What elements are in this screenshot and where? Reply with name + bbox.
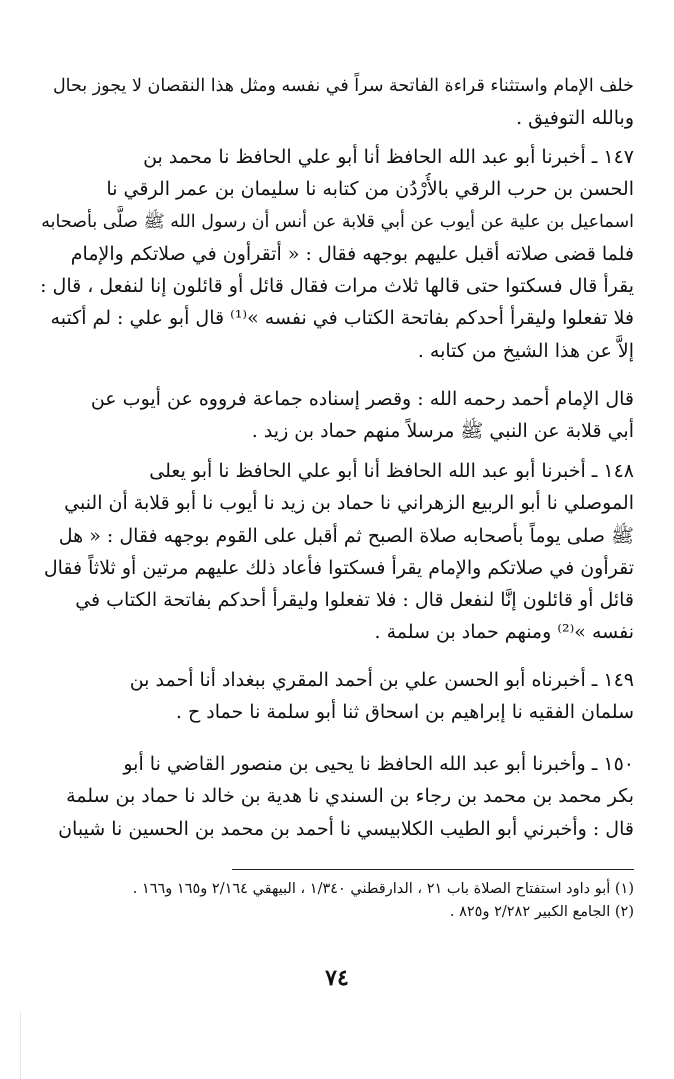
text-line: أبي قلابة عن النبي ﷺ مرسلاً منهم حماد بن زيد . <box>251 420 634 443</box>
text-line: ١٤٩ ـ أخبرناه أبو الحسن علي بن أحمد المقري ببغداد أنا أحمد بن <box>129 669 634 691</box>
paragraph-hadith-150 <box>40 748 634 845</box>
paragraph-imam-comment <box>40 383 634 448</box>
text-line: ١٤٨ ـ أخبرنا أبو عبد الله الحافظ أنا أبو علي الحافظ نا أبو يعلى <box>149 460 634 482</box>
text-line: فلما قضى صلاته أقبل عليهم بوجهه فقال : « أتقرأون في صلاتكم والإمام <box>70 242 634 265</box>
page-number: ٧٤ <box>325 965 349 991</box>
text-line: الحسن بن حرب الرقي بالأُرْدُن من كتابه نا سليمان بن عمر الرقي نا <box>106 178 634 201</box>
text-line: ١٤٧ ـ أخبرنا أبو عبد الله الحافظ أنا أبو علي الحافظ نا محمد بن <box>143 146 634 168</box>
paragraph-hadith-148 <box>40 455 634 649</box>
text-line: إلاَّ عن هذا الشيخ من كتابه . <box>417 339 634 362</box>
text-line: فلا تفعلوا وليقرأ أحدكم بفاتحة الكتاب في نفسه »⁽¹⁾ قال أبو علي : لم أكتبه <box>50 307 634 330</box>
text-line: بكر محمد بن محمد بن رجاء بن السندي نا هدية بن خالد نا حماد بن سلمة <box>66 785 634 808</box>
text-line: وبالله التوفيق . <box>516 107 634 130</box>
paragraph-hadith-147 <box>40 141 634 367</box>
text-line: يقرأ قال فسكتوا حتى قالها ثلاث مرات فقال قائل أو قائلون إنا لنفعل ، قال : <box>40 275 634 298</box>
footnote-1: (١) أبو داود استفتاح الصلاة باب ٢١ ، الدارقطني ١/٣٤٠ ، البيهقي ٢/١٦٤ و١٦٥ و١٦٦ . <box>132 881 634 897</box>
text-line: الموصلي نا أبو الربيع الزهراني نا حماد بن زيد نا أيوب نا أبو قلابة أن النبي <box>64 492 634 515</box>
text-line: قال الإمام أحمد رحمه الله : وقصر إسناده جماعة فرووه عن أيوب عن <box>90 388 634 410</box>
text-line: خلف الإمام واستثناء قراءة الفاتحة سراً في نفسه ومثل هذا النقصان لا يجوز بحال <box>52 76 634 96</box>
text-line: تقرأون في صلاتكم والإمام يقرأ فسكتوا فأعاد ذلك عليهم مرتين أو ثلاثاً فقال <box>43 556 634 579</box>
page-edge-line <box>20 1012 21 1079</box>
paragraph-intro <box>40 70 634 135</box>
text-line: ﷺ صلى يوماً بأصحابه صلاة الصبح ثم أقبل على القوم بوجهه فقال : « هل <box>58 524 634 547</box>
footnote-2: (٢) الجامع الكبير ٢/٢٨٢ و٨٢٥ . <box>449 904 634 920</box>
text-line: ١٥٠ ـ وأخبرنا أبو عبد الله الحافظ نا يحيى بن منصور القاضي نا أبو <box>123 753 634 775</box>
text-line: سلمان الفقيه نا إبراهيم بن اسحاق ثنا أبو سلمة نا حماد ح . <box>175 701 634 724</box>
text-line: اسماعيل بن علية عن أيوب عن أبي قلابة عن أنس أن رسول الله ﷺ صلَّى بأصحابه <box>41 211 634 232</box>
footnote-separator <box>232 869 634 870</box>
text-line: قائل أو قائلون إنَّا لنفعل قال : فلا تفعلوا وليقرأ أحدكم بفاتحة الكتاب في <box>75 589 634 612</box>
paragraph-hadith-149 <box>40 664 634 729</box>
text-line: نفسه »⁽²⁾ ومنهم حماد بن سلمة . <box>374 621 634 644</box>
text-line: قال : وأخبرني أبو الطيب الكلابيسي نا أحمد بن محمد بن الحسين نا شيبان <box>58 817 634 840</box>
